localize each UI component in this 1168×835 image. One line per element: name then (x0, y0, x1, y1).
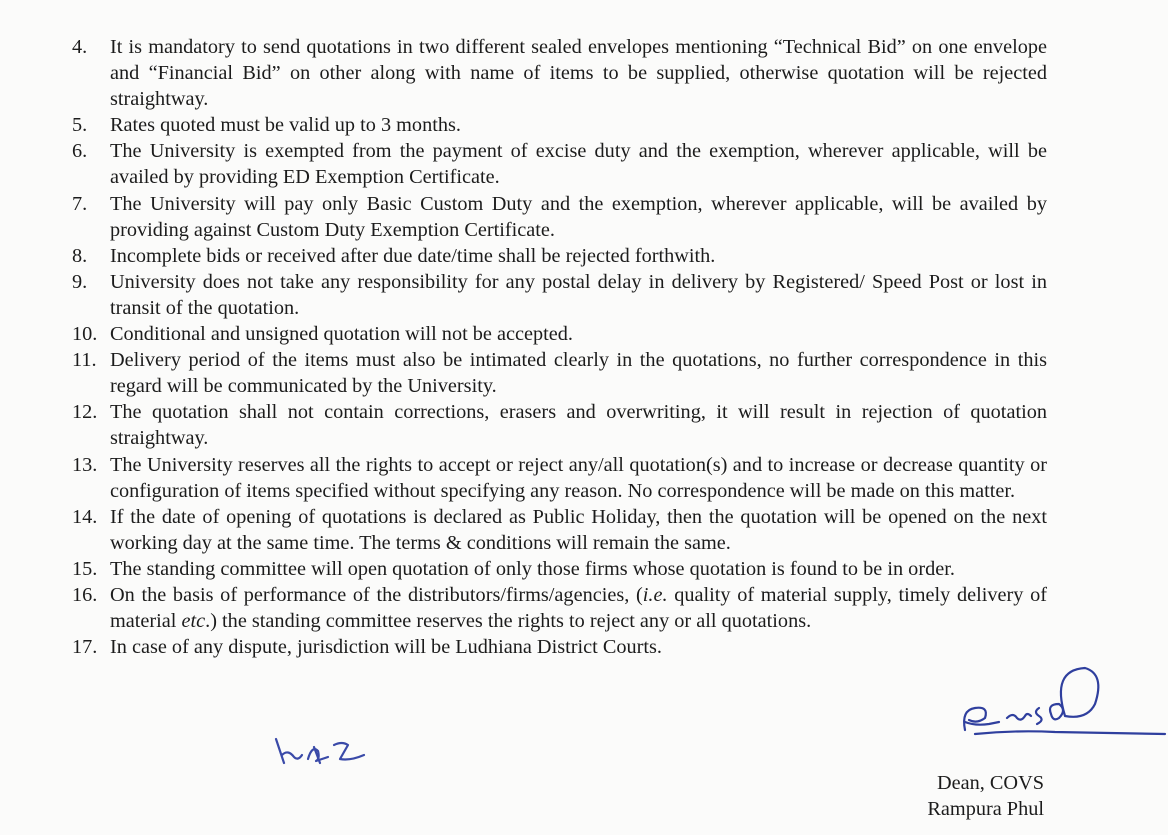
term-item-8 (72, 243, 1047, 269)
term-number: 10. (72, 323, 98, 346)
term-number: 11. (72, 349, 97, 372)
term-text: Conditional and unsigned quotation will not be accepted. (110, 323, 573, 346)
term-number: 5. (72, 114, 88, 137)
term-item-13 (72, 452, 1047, 504)
term-item-5 (72, 112, 1047, 138)
signatory-title: Dean, COVS (936, 772, 1044, 794)
term-text: University does not take any responsibility for any postal delay in delivery by Registered/ Speed Post or lost in transit of the quotation. (110, 270, 1047, 319)
term-number: 9. (72, 270, 88, 293)
term-item-15 (72, 556, 1047, 582)
signatory-place: Rampura Phul (927, 798, 1044, 820)
term-text: If the date of opening of quotations is declared as Public Holiday, then the quotation will be opened on the next working day at the same time. The terms & conditions will remain the same. (110, 505, 1047, 554)
term-item-6 (72, 138, 1047, 190)
term-text: In case of any dispute, jurisdiction will be Ludhiana District Courts. (110, 636, 662, 659)
term-number: 8. (72, 244, 88, 267)
term-item-16 (72, 582, 1047, 634)
term-item-7 (72, 191, 1047, 243)
term-text-part: On the basis of performance of the distributors/firms/agencies, ( (110, 583, 643, 606)
term-text: Rates quoted must be valid up to 3 months. (110, 114, 461, 137)
term-number: 6. (72, 140, 88, 163)
term-number: 16. (72, 583, 98, 606)
term-text (110, 582, 1047, 634)
term-item-9 (72, 269, 1047, 321)
term-item-14 (72, 504, 1047, 556)
term-item-12 (72, 399, 1047, 451)
term-text-italic: etc (181, 610, 206, 633)
term-text: It is mandatory to send quotations in two different sealed envelopes mentioning “Technical Bid” on one envelope and “Financial Bid” on other along with name of items to be supplied, otherwise quotation will be rejected straightway. (110, 36, 1047, 111)
term-item-17 (72, 634, 1047, 660)
term-item-10 (72, 321, 1047, 347)
term-item-11 (72, 347, 1047, 399)
terms-list (72, 34, 1047, 660)
term-text: The University reserves all the rights to accept or reject any/all quotation(s) and to increase or decrease quantity or configuration of items specified without specifying any reason. No correspondence will be made on this matter. (110, 453, 1047, 502)
term-number: 7. (72, 192, 88, 215)
term-number: 4. (72, 36, 88, 58)
dean-signature (955, 660, 1168, 745)
term-text: Delivery period of the items must also be intimated clearly in the quotations, no further correspondence in this regard will be communicated by the University. (110, 349, 1047, 398)
term-number: 14. (72, 505, 98, 528)
term-item-4 (72, 34, 1047, 112)
term-text-part: .) the standing committee reserves the rights to reject any or all quotations. (205, 610, 812, 633)
term-number: 17. (72, 636, 98, 659)
term-number: 15. (72, 557, 98, 580)
term-text: Incomplete bids or received after due date/time shall be rejected forthwith. (110, 244, 716, 267)
term-number: 12. (72, 401, 98, 424)
term-text-part: quality of material supply, timely delivery of material (110, 583, 1047, 633)
term-text: The standing committee will open quotation of only those firms whose quotation is found to be in order. (110, 557, 955, 580)
term-text: The University will pay only Basic Custom Duty and the exemption, wherever applicable, will be availed by providing against Custom Duty Exemption Certificate. (110, 192, 1047, 241)
term-number: 13. (72, 453, 98, 476)
term-text-italic: i.e. (642, 583, 668, 606)
initials-signature (268, 733, 378, 773)
term-text: The quotation shall not contain corrections, erasers and overwriting, it will result in rejection of quotation straightway. (110, 401, 1047, 450)
signatory-block (927, 770, 1044, 822)
term-text: The University is exempted from the payment of excise duty and the exemption, wherever applicable, will be availed by providing ED Exemption Certificate. (110, 140, 1047, 189)
